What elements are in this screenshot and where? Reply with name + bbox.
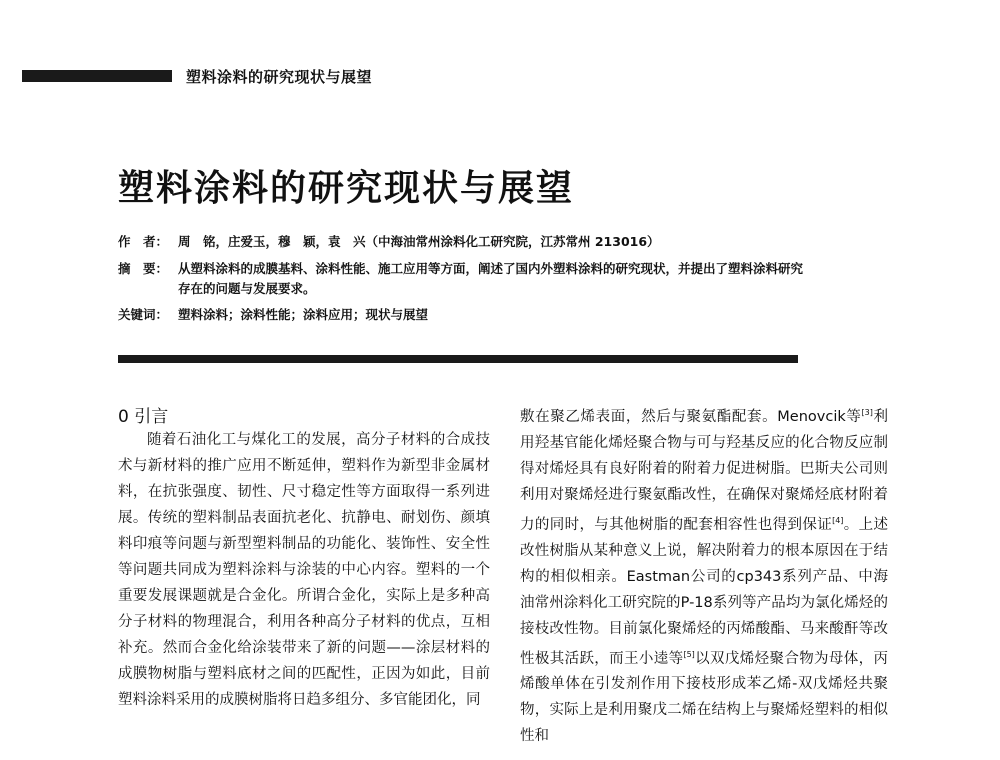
body-text-segment: 敷在聚乙烯表面，然后与聚氨酯配套。Menovcik等 <box>520 408 862 425</box>
keywords-row <box>118 305 428 325</box>
body-text-segment: 。上述改性树脂从某种意义上说，解决附着力的根本原因在于结构的相似相亲。Eastman公司的cp343系列产品、中海油常州涂料化工研究院的P-18系列等产品均为氯化烯烃的接枝改性物。目前氯化聚烯烃的丙烯酸酯、马来酸酐等改性极其活跃，而王小逵等 <box>520 516 889 667</box>
abstract-text: 从塑料涂料的成膜基料、涂料性能、施工应用等方面，阐述了国内外塑料涂料的研究现状，并提出了塑料涂料研究存在的问题与发展要求。 <box>178 261 804 296</box>
header-decoration-bar <box>22 70 172 82</box>
abstract-label: 摘 要： <box>118 261 169 276</box>
section-divider <box>118 355 798 363</box>
running-header-title: 塑料涂料的研究现状与展望 <box>186 68 373 86</box>
keywords-text: 塑料涂料；涂料性能；涂料应用；现状与展望 <box>178 307 429 322</box>
citation-5: [5] <box>683 649 695 659</box>
keywords-label: 关键词： <box>118 307 169 322</box>
body-paragraph-continued <box>520 400 888 749</box>
abstract-row <box>118 259 818 299</box>
article-title: 塑料涂料的研究现状与展望 <box>118 168 575 209</box>
citation-3: [3] <box>861 408 873 417</box>
section-heading: 0 引言 <box>118 407 169 427</box>
body-paragraph: 随着石油化工与煤化工的发展，高分子材料的合成技术与新材料的推广应用不断延伸，塑料作为新型非金属材料，在抗张强度、韧性、尺寸稳定性等方面取得一系列进展。传统的塑料制品表面抗老化、抗静电、耐划伤、颜填料印痕等问题与新型塑料制品的功能化、装饰性、安全性等问题共同成为塑料涂料与涂装的中心内容。塑料的一个重要发展课题就是合金化。所谓合金化，实际上是多种高分子材料的物理混合，利用各种高分子材料的优点，互相补充。然而合金化给涂装带来了新的问题——涂层材料的成膜物树脂与塑料底材之间的匹配性，正因为如此，目前塑料涂料采用的成膜树脂将日趋多组分、多官能团化，同 <box>118 432 490 708</box>
body-left-column <box>118 427 490 713</box>
body-text-segment: 以双戊烯烃聚合物为母体，丙烯酸单体在引发剂作用下接枝形成苯乙烯-双戊烯烃共聚物，实际上是利用聚戊二烯在结构上与聚烯烃塑料的相似性和 <box>520 650 889 745</box>
authors-text: 周 铭，庄爱玉，穆 颖，袁 兴（中海油常州涂料化工研究院，江苏常州 213016） <box>178 234 660 249</box>
citation-4: [4] <box>832 515 844 525</box>
authors-label: 作 者： <box>118 234 169 249</box>
authors-row <box>118 232 660 252</box>
body-text-segment: 利用羟基官能化烯烃聚合物与可与羟基反应的化合物反应制得对烯烃具有良好附着的附着力促进树脂。巴斯夫公司则利用对聚烯烃进行聚氨酯改性，在确保对聚烯烃底材附着力的同时，与其他树脂的配套相容性也得到保证 <box>520 408 888 533</box>
body-right-column <box>520 400 888 749</box>
